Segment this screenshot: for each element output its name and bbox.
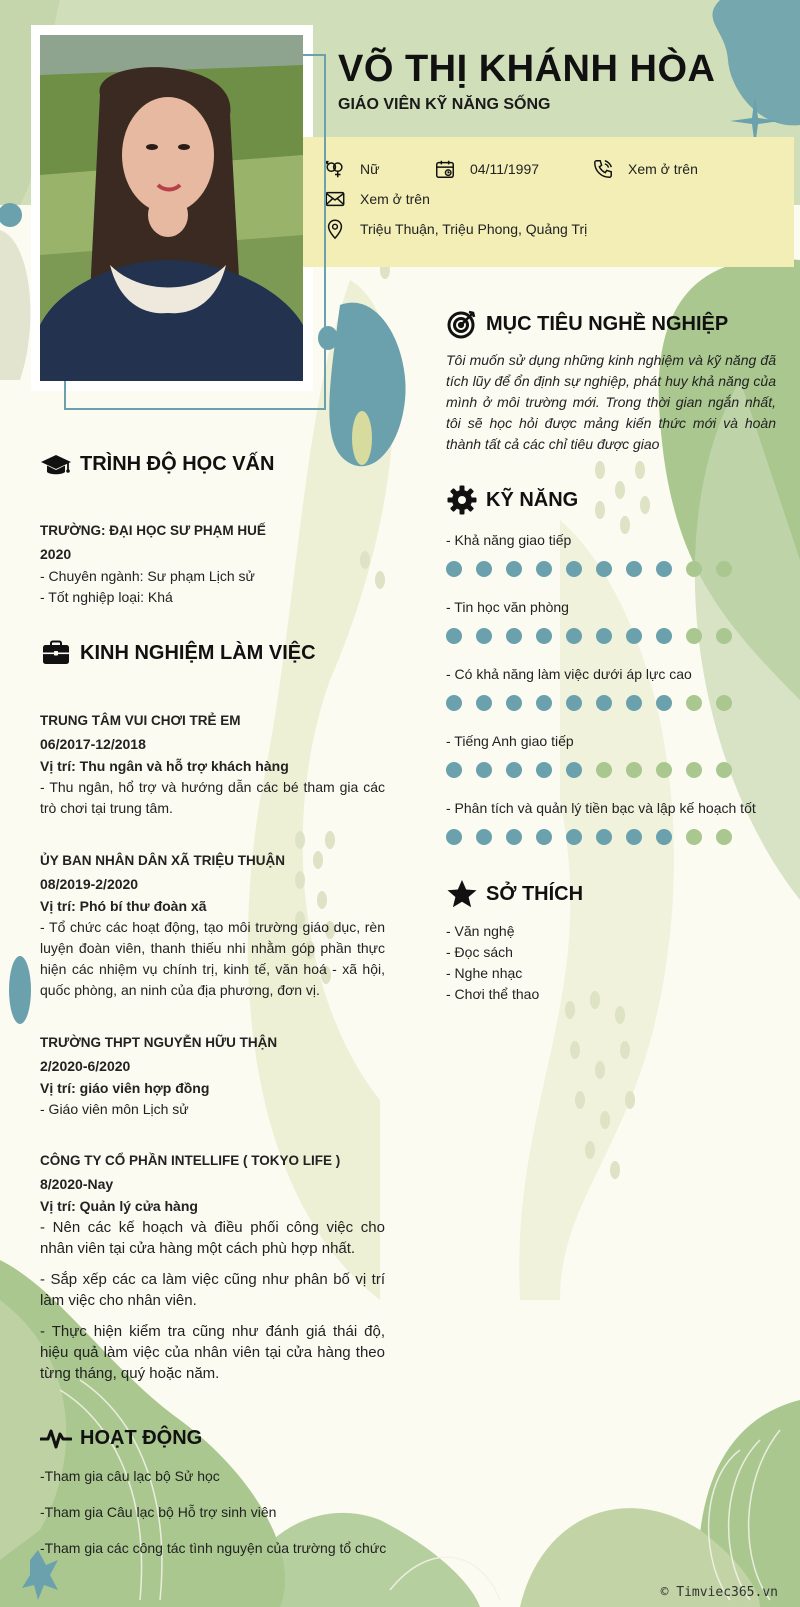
objective-heading	[446, 308, 728, 340]
job-period: 08/2019-2/2020	[40, 876, 139, 892]
education-block	[40, 520, 385, 608]
skill-rating	[446, 628, 732, 644]
rating-dot-filled	[506, 829, 522, 845]
rating-dot-filled	[626, 628, 642, 644]
address-text: Triệu Thuận, Triệu Phong, Quảng Trị	[360, 221, 588, 237]
job-company: TRUNG TÂM VUI CHƠI TRẺ EM	[40, 713, 241, 728]
rating-dot-filled	[566, 628, 582, 644]
rating-dot-filled	[566, 829, 582, 845]
rating-dot-empty	[716, 628, 732, 644]
rating-dot-empty	[656, 762, 672, 778]
job-description: - Thu ngân, hổ trợ và hướng dẫn các bé tham gia các trò chơi tại trung tâm.	[40, 779, 385, 816]
job-position: Vị trí: Quản lý cửa hàng	[40, 1198, 198, 1214]
education-title: TRÌNH ĐỘ HỌC VẤN	[80, 452, 275, 475]
phone-item	[592, 158, 698, 180]
skill-rating	[446, 695, 732, 711]
phone-text: Xem ở trên	[628, 161, 698, 177]
rating-dot-empty	[626, 762, 642, 778]
contact-box	[294, 137, 794, 267]
activities-title: HOẠT ĐỘNG	[80, 1426, 203, 1449]
email-item	[324, 188, 430, 210]
hobby-item: - Chơi thể thao	[446, 986, 540, 1002]
rating-dot-filled	[476, 762, 492, 778]
rating-dot-filled	[656, 561, 672, 577]
rating-dot-empty	[686, 829, 702, 845]
calendar-icon	[434, 158, 456, 180]
rating-dot-filled	[446, 628, 462, 644]
activity-item: -Tham gia các công tác tình nguyện của trường tổ chức	[40, 1540, 387, 1556]
job-description: - Nên các kế hoạch và điều phối công việc cho nhân viên tại cửa hàng một cách phù hợp nhất.	[40, 1219, 385, 1257]
rating-dot-filled	[446, 762, 462, 778]
rating-dot-filled	[506, 628, 522, 644]
rating-dot-filled	[476, 829, 492, 845]
skill-rating	[446, 829, 732, 845]
hobbies-title: SỞ THÍCH	[486, 882, 584, 905]
activity-item: -Tham gia Câu lạc bộ Hỗ trợ sinh viên	[40, 1504, 277, 1520]
skill-label: - Tiếng Anh giao tiếp	[446, 733, 574, 749]
job-entry	[40, 1032, 385, 1120]
star-icon	[446, 878, 478, 910]
rating-dot-filled	[536, 829, 552, 845]
hobbies-heading	[446, 878, 583, 910]
briefcase-icon	[40, 637, 72, 669]
phone-icon	[592, 158, 614, 180]
rating-dot-empty	[716, 762, 732, 778]
job-position: Vị trí: Phó bí thư đoàn xã	[40, 898, 207, 914]
rating-dot-filled	[626, 695, 642, 711]
rating-dot-empty	[716, 561, 732, 577]
profile-photo	[40, 35, 303, 381]
rating-dot-empty	[686, 695, 702, 711]
rating-dot-filled	[566, 762, 582, 778]
rating-dot-filled	[536, 762, 552, 778]
job-period: 06/2017-12/2018	[40, 736, 146, 752]
gender-icon	[324, 158, 346, 180]
hobby-item: - Nghe nhạc	[446, 965, 523, 981]
birthday-item	[434, 158, 539, 180]
job-entry	[40, 850, 385, 1001]
job-company: CÔNG TY CỔ PHẦN INTELLIFE ( TOKYO LIFE )	[40, 1153, 341, 1168]
rating-dot-filled	[506, 695, 522, 711]
rating-dot-filled	[656, 695, 672, 711]
skill-label: - Có khả năng làm việc dưới áp lực cao	[446, 666, 692, 682]
job-entry	[40, 710, 385, 819]
job-description: - Tổ chức các hoạt động, tạo môi trường giáo dục, rèn luyện đoàn viên, thanh thiếu nhi nhằm góp phần thực hiện các nhiệm vụ chính trị, kinh tế, văn hoá - xã hội, quốc phòng, an ninh của địa phương, đơn vị.	[40, 919, 385, 998]
rating-dot-filled	[476, 628, 492, 644]
job-description: - Giáo viên môn Lịch sử	[40, 1101, 189, 1117]
objective-title: MỤC TIÊU NGHỀ NGHIỆP	[486, 312, 729, 335]
activities-heading	[40, 1422, 202, 1454]
rating-dot-filled	[656, 829, 672, 845]
skill-label: - Khả năng giao tiếp	[446, 532, 572, 548]
skill-label: - Tin học văn phòng	[446, 599, 569, 615]
rating-dot-filled	[596, 628, 612, 644]
skills-title: KỸ NĂNG	[486, 488, 579, 511]
skill-rating	[446, 561, 732, 577]
rating-dot-filled	[536, 561, 552, 577]
job-description: - Sắp xếp các ca làm việc cũng như phân bố vị trí làm việc cho nhân viên.	[40, 1271, 385, 1309]
target-icon	[446, 308, 478, 340]
job-period: 8/2020-Nay	[40, 1176, 114, 1192]
hobby-item: - Văn nghệ	[446, 923, 515, 939]
mail-icon	[324, 188, 346, 210]
rating-dot-filled	[626, 561, 642, 577]
rating-dot-empty	[716, 695, 732, 711]
rating-dot-filled	[596, 829, 612, 845]
rating-dot-filled	[446, 695, 462, 711]
location-pin-icon	[324, 218, 346, 240]
rating-dot-filled	[566, 561, 582, 577]
rating-dot-filled	[476, 561, 492, 577]
skill-rating	[446, 762, 732, 778]
rating-dot-empty	[596, 762, 612, 778]
education-heading	[40, 448, 274, 480]
rating-dot-empty	[716, 829, 732, 845]
job-position: Vị trí: giáo viên hợp đồng	[40, 1080, 210, 1096]
address-item	[324, 218, 587, 240]
rating-dot-empty	[686, 628, 702, 644]
education-major: - Chuyên ngành: Sư phạm Lịch sử	[40, 568, 255, 584]
skills-heading	[446, 484, 578, 516]
rating-dot-filled	[626, 829, 642, 845]
objective-text: Tôi muốn sử dụng những kinh nghiệm và kỹ năng đã tích lũy để ổn định sự nghiệp, phát huy khả năng của mình ở môi trường mới. Trong thời gian ngắn nhất, tôi sẽ học hỏi được mảng kiến thức mới và hoàn thành tất cả các chỉ tiêu được giao	[446, 352, 776, 452]
rating-dot-filled	[506, 561, 522, 577]
gender-text: Nữ	[360, 161, 380, 177]
rating-dot-filled	[596, 561, 612, 577]
experience-heading	[40, 637, 316, 669]
copyright-text: © Timviec365.vn	[660, 1585, 778, 1600]
rating-dot-filled	[506, 762, 522, 778]
job-title: GIÁO VIÊN KỸ NĂNG SỐNG	[338, 96, 551, 113]
rating-dot-filled	[476, 695, 492, 711]
education-year: 2020	[40, 546, 72, 562]
job-description: - Thực hiện kiểm tra cũng như đánh giá thái độ, hiệu quả làm việc của nhân viên tại cửa hàng theo từng tháng, quý hoặc năm.	[40, 1323, 385, 1382]
job-company: TRƯỜNG THPT NGUYỄN HỮU THẬN	[40, 1035, 278, 1050]
rating-dot-empty	[686, 561, 702, 577]
email-text: Xem ở trên	[360, 191, 430, 207]
rating-dot-filled	[566, 695, 582, 711]
rating-dot-filled	[596, 695, 612, 711]
graduation-cap-icon	[40, 448, 72, 480]
job-entry	[40, 1150, 385, 1384]
skill-label: - Phân tích và quản lý tiền bạc và lập kế hoạch tốt	[446, 800, 756, 816]
education-school: TRƯỜNG: ĐẠI HỌC SƯ PHẠM HUẾ	[40, 523, 266, 538]
hobby-item: - Đọc sách	[446, 944, 513, 960]
rating-dot-filled	[536, 628, 552, 644]
rating-dot-filled	[446, 561, 462, 577]
job-period: 2/2020-6/2020	[40, 1058, 131, 1074]
birthday-text: 04/11/1997	[470, 161, 540, 177]
rating-dot-filled	[446, 829, 462, 845]
job-position: Vị trí: Thu ngân và hỗ trợ khách hàng	[40, 758, 289, 774]
gear-icon	[446, 484, 478, 516]
pulse-icon	[40, 1422, 72, 1454]
experience-title: KINH NGHIỆM LÀM VIỆC	[80, 641, 316, 664]
education-grade: - Tốt nghiệp loại: Khá	[40, 589, 173, 605]
rating-dot-empty	[686, 762, 702, 778]
gender-item	[324, 158, 379, 180]
rating-dot-filled	[536, 695, 552, 711]
rating-dot-filled	[656, 628, 672, 644]
activity-item: -Tham gia câu lạc bộ Sử học	[40, 1468, 220, 1484]
job-company: ỦY BAN NHÂN DÂN XÃ TRIỆU THUẬN	[40, 853, 286, 868]
candidate-name: VÕ THỊ KHÁNH HÒA	[338, 48, 716, 90]
